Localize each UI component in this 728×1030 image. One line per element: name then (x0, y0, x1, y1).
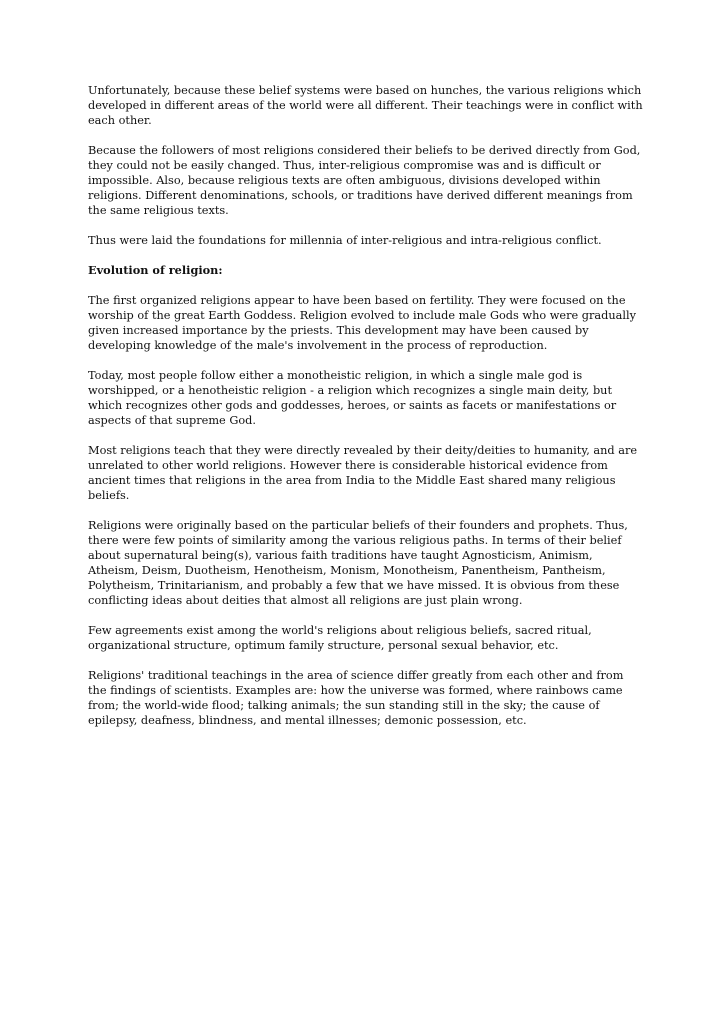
paragraph-monotheistic: Today, most people follow either a monotheistic religion, in which a single male god is worshipped, or a henotheistic religion - a religion which recognizes a single main deity, but which recognizes other gods and goddesses, heroes, or saints as facets or manifestations or aspects of that supreme God. (88, 369, 617, 427)
paragraph-agreements: Few agreements exist among the world's religions about religious beliefs, sacred ritual, organizational structure, optimum family structure, personal sexual behavior, etc. (88, 624, 592, 652)
paragraph-fertility: The first organized religions appear to have been based on fertility. They were focused on the worship of the great Earth Goddess. Religion evolved to include male Gods who were gradually given increased importance by the priests. This development may have been caused by developing knowledge of the male's involvement in the process of reproduction. (88, 294, 636, 352)
paragraph-revealed: Most religions teach that they were directly revealed by their deity/deities to humanity, and are unrelated to other world religions. However there is considerable historical evidence from ancient times that religions in the area from India to the Middle East shared many religious beliefs. (88, 444, 638, 502)
paragraph-science: Religions' traditional teachings in the area of science differ greatly from each other and from the findings of scientists. Examples are: how the universe was formed, where rainbows came from; the world-wide flood; talking animals; the sun standing still in the sky; the cause of epilepsy, deafness, blindness, and mental illnesses; demonic possession, etc. (88, 669, 624, 727)
paragraph-founders: Religions were originally based on the particular beliefs of their founders and prophets. Thus, there were few points of similarity among the various religious paths. In terms of their belief about supernatural being(s), various faith traditions have taught Agnosticism, Animism, Atheism, Deism, Duotheism, Henotheism, Monism, Monotheism, Panentheism, Pantheism, Polytheism, Trinitarianism, and probably a few that we have missed. It is obvious from these conflicting ideas about deities that almost all religions are just plain wrong. (88, 519, 628, 607)
paragraph-belief-systems: Unfortunately, because these belief systems were based on hunches, the various religions which developed in different areas of the world were all different. Their teachings were in conflict with each other. (88, 84, 643, 127)
paragraph-followers: Because the followers of most religions considered their beliefs to be derived directly from God, they could not be easily changed. Thus, inter-religious compromise was and is difficult or impossible. Also, because religious texts are often ambiguous, divisions developed within religions. Different denominations, schools, or traditions have derived different meanings from the same religious texts. (88, 144, 641, 217)
document-body (88, 83, 644, 743)
section-heading-evolution: Evolution of religion: (88, 263, 223, 277)
paragraph-foundations: Thus were laid the foundations for millennia of inter-religious and intra-religious conflict. (88, 234, 602, 247)
